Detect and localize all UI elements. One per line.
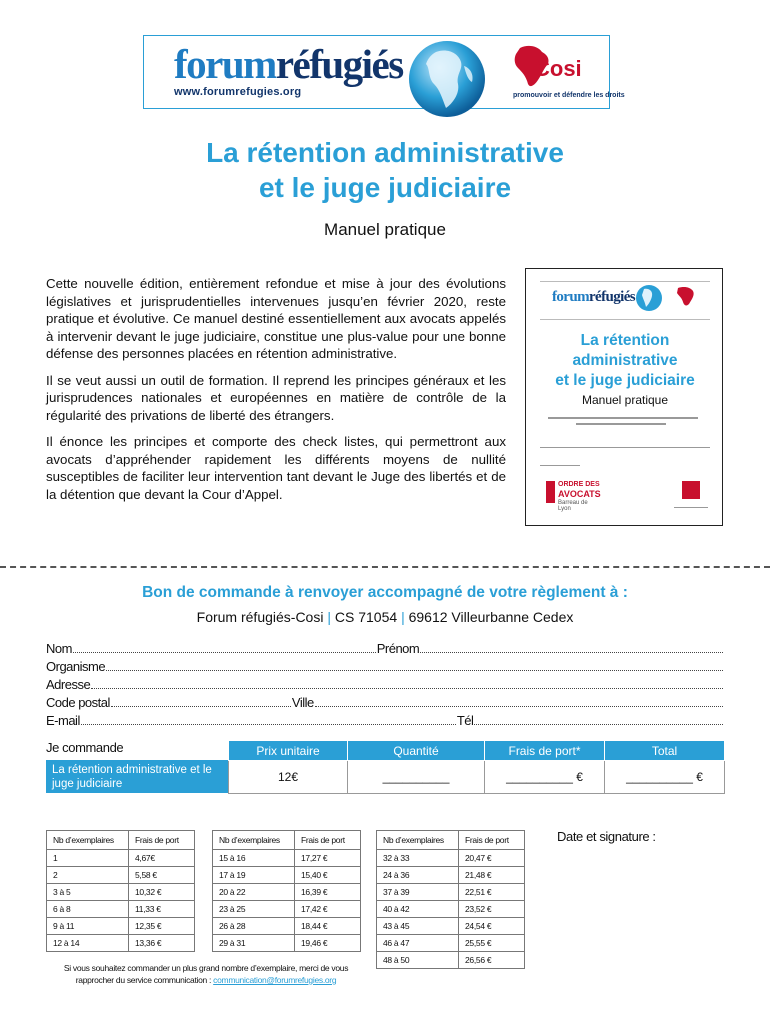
- book-cosi-icon: [674, 285, 698, 309]
- organisme-label: Organisme: [46, 659, 106, 674]
- table-row: 15 à 16 17,27 €: [213, 850, 361, 867]
- table-row: 20 à 22 16,39 €: [213, 884, 361, 901]
- contact-row: [46, 712, 724, 728]
- book-title: La rétention administrative et le juge judiciaire: [555, 332, 695, 389]
- tel-field[interactable]: [474, 724, 723, 725]
- city-row: [46, 694, 724, 710]
- cut-line: [0, 566, 770, 568]
- order-table-header: [229, 741, 725, 761]
- organisme-row: [46, 658, 724, 674]
- frais-header: Frais de port*: [485, 741, 605, 761]
- quantite-header: Quantité: [348, 741, 485, 761]
- order-table: [228, 740, 725, 794]
- globe-icon: [406, 38, 488, 120]
- code-postal-field[interactable]: [111, 706, 291, 707]
- quantity-field[interactable]: __________: [348, 761, 485, 794]
- ville-label: Ville: [291, 695, 314, 710]
- table-row: 46 à 47 25,55 €: [377, 935, 525, 952]
- table-row: 24 à 36 21,48 €: [377, 867, 525, 884]
- prix-unitaire-header: Prix unitaire: [229, 741, 348, 761]
- nom-field[interactable]: [73, 652, 376, 653]
- book-subtitle: Manuel pratique: [581, 393, 669, 407]
- nom-label: Nom: [46, 641, 72, 656]
- je-commande-label: Je commande: [46, 740, 124, 755]
- table-row: 26 à 28 18,44 €: [213, 918, 361, 935]
- table-row: 43 à 45 24,54 €: [377, 918, 525, 935]
- shipping-field[interactable]: __________ €: [485, 761, 605, 794]
- price-cell: 12€: [229, 761, 348, 794]
- table-row: 3 à 5 10,32 €: [47, 884, 195, 901]
- shipping-table-3: Nb d’exemplaires Frais de port 32 à 33 20,47 € 24 à 36 21,48 € 37 à 39 22,51 € 40 à 42 23,52 € 43 à 45 24,54 € 46 à 47 25,55 € 48 à 50 26,56 €: [376, 830, 525, 969]
- adresse-label: Adresse: [46, 677, 91, 692]
- shipping-table-2: Nb d’exemplaires Frais de port 15 à 16 17,27 € 17 à 19 15,40 € 20 à 22 16,39 € 23 à 25 17,42 € 26 à 28 18,44 € 29 à 31 19,46 €: [212, 830, 361, 952]
- page-subtitle: Manuel pratique: [324, 220, 446, 239]
- intro-text: [46, 275, 506, 512]
- partner-logo-icon: [682, 481, 700, 499]
- order-row: [229, 761, 725, 794]
- book-globe-icon: [634, 283, 664, 313]
- order-address: Forum réfugiés-Cosi | CS 71054 | 69612 Villeurbanne Cedex: [196, 609, 574, 625]
- page-title-line1: La rétention administrative: [206, 137, 564, 168]
- book-logo: forumréfugiés: [552, 289, 636, 305]
- table-row: 17 à 19 15,40 €: [213, 867, 361, 884]
- table-row: 37 à 39 22,51 €: [377, 884, 525, 901]
- date-signature-label: Date et signature :: [557, 829, 656, 844]
- prenom-label: Prénom: [376, 641, 420, 656]
- order-form-heading: Bon de commande à renvoyer accompagné de votre règlement à :: [142, 584, 628, 601]
- table-row: 6 à 8 11,33 €: [47, 901, 195, 918]
- adresse-field[interactable]: [91, 688, 723, 689]
- organisme-field[interactable]: [106, 670, 723, 671]
- table-row: 23 à 25 17,42 €: [213, 901, 361, 918]
- code-postal-label: Code postal: [46, 695, 110, 710]
- tel-label: Tél: [456, 713, 474, 728]
- communication-email-link[interactable]: communication@forumrefugies.org: [213, 975, 337, 985]
- product-name-cell: La rétention administrative et le juge judiciaire: [46, 760, 228, 793]
- total-header: Total: [605, 741, 725, 761]
- forum-refugies-logo: forumréfugiés: [174, 41, 403, 87]
- table-row: 40 à 42 23,52 €: [377, 901, 525, 918]
- page-title-line2: et le juge judiciaire: [258, 172, 512, 203]
- table-row: 48 à 50 26,56 €: [377, 952, 525, 969]
- cosi-logo: Cosi promouvoir et défendre les droits: [512, 44, 607, 104]
- adresse-row: [46, 676, 724, 692]
- table-row: 1 4,67€: [47, 850, 195, 867]
- email-field[interactable]: [81, 724, 456, 725]
- email-label: E-mail: [46, 713, 80, 728]
- avocats-logo: ORDRE DES AVOCATS Barreau de Lyon: [546, 473, 602, 513]
- website-url: www.forumrefugies.org: [174, 86, 302, 98]
- book-cover: [525, 268, 723, 526]
- table-row: 9 à 11 12,35 €: [47, 918, 195, 935]
- intro-paragraph-2: Il se veut aussi un outil de formation. Il reprend les principes généraux et les jurisprudences nationales et européennes en matière de contrôle de la régularité des privations de liberté des étrangers.: [46, 372, 506, 423]
- table-row: 32 à 33 20,47 €: [377, 850, 525, 867]
- ville-field[interactable]: [315, 706, 723, 707]
- table-row: 2 5,58 €: [47, 867, 195, 884]
- shipping-table-1: Nb d’exemplaires Frais de port 1 4,67€ 2 5,58 € 3 à 5 10,32 € 6 à 8 11,33 € 9 à 11 12,35 € 12 à 14 13,36 €: [46, 830, 195, 952]
- table-row: 29 à 31 19,46 €: [213, 935, 361, 952]
- name-row: [46, 640, 724, 656]
- footnote: Si vous souhaitez commander un plus grand nombre d’exemplaire, merci de vous rapprocher du service communication : communication@forumrefugies.org: [63, 963, 349, 985]
- prenom-field[interactable]: [420, 652, 723, 653]
- table-row: 12 à 14 13,36 €: [47, 935, 195, 952]
- intro-paragraph-1: Cette nouvelle édition, entièrement refondue et mise à jour des évolutions législatives et jurisprudentielles intervenues jusqu’en février 2020, reste pratique et évolutive. Ce manuel destiné essentiellement aux avocats appelés à intervenir devant le juge judiciaire, constitue une plus-value pour une bonne défense des personnes placées en rétention administrative.: [46, 276, 506, 361]
- total-field[interactable]: __________ €: [605, 761, 725, 794]
- header-banner: [143, 35, 625, 109]
- intro-paragraph-3: Il énonce les principes et comporte des check listes, qui permettront aux avocats d’appréhender rapidement les différents moyens de nullité susceptibles de faciliter leur intervention tant devant le Juge des libertés et de la détention que devant la Cour d’Appel.: [46, 434, 506, 502]
